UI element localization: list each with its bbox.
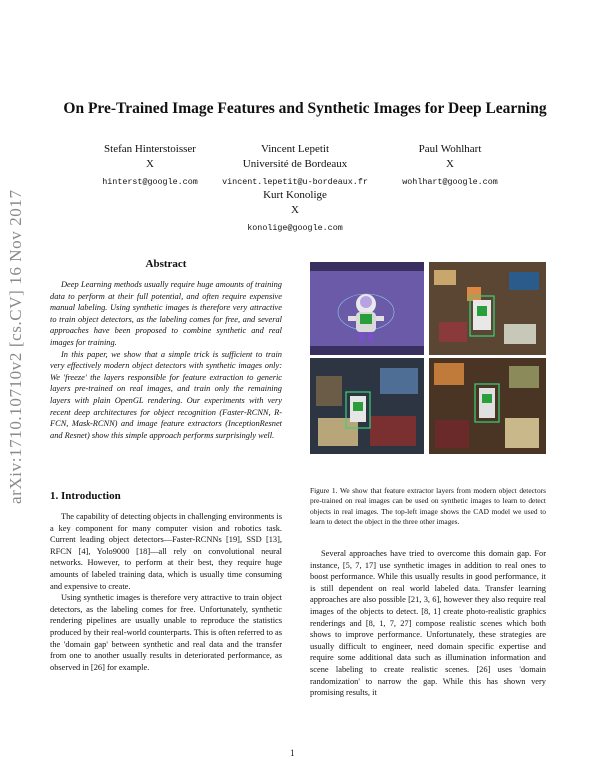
page-number: 1 xyxy=(290,748,295,758)
figure-1 xyxy=(310,262,546,477)
detection-panel-bottom-right xyxy=(429,358,546,454)
cad-render-panel xyxy=(310,262,424,355)
author-name: Kurt Konolige xyxy=(263,189,327,201)
real-scene-image xyxy=(429,262,546,355)
section-heading: 1. Introduction xyxy=(50,490,121,502)
author-affiliation: X xyxy=(291,204,299,216)
author-2 xyxy=(210,142,380,190)
author-email: vincent.lepetit@u-bordeaux.fr xyxy=(222,177,368,187)
real-scene-image xyxy=(310,358,424,454)
abstract-heading: Abstract xyxy=(145,258,187,270)
author-4 xyxy=(220,188,370,236)
author-email: konolige@google.com xyxy=(247,223,343,233)
author-name: Vincent Lepetit xyxy=(260,143,330,155)
abstract-paragraph: Deep Learning methods usually require huge amounts of training data to perform at their full potential, and often require expensive manual labeling. Using synthetic images is therefore very attractive to train object detectors, as the labeling comes for free, and several approaches have been proposed to combine synthetic and real images for training. xyxy=(50,280,282,347)
figure-caption: Figure 1. We show that feature extractor layers from modern object detectors pre-trained on real images can be used on synthetic images to learn to detect objects in real images. The top-left image shows the CAD model we used to learn to detect the object in the three other images. xyxy=(310,486,546,527)
author-name: Stefan Hinterstoisser xyxy=(104,143,196,155)
detection-panel-top-right xyxy=(429,262,546,355)
paper-title: On Pre-Trained Image Features and Synthetic Images for Deep Learning xyxy=(63,100,547,117)
arxiv-stamp: arXiv:1710.10710v2 [cs.CV] 16 Nov 2017 xyxy=(6,189,25,504)
abstract-paragraph: In this paper, we show that a simple trick is sufficient to train very effectively modern object detectors with synthetic images only: We 'freeze' the layers responsible for feature extraction to generic layers pre-trained on real images, and train only the remaining layers with plain OpenGL rendering. Our experiments with very recent deep architectures for object recognition (Faster-RCNN, R-FCN, Mask-RCNN) and image feature extractors (InceptionResnet and Resnet) show this simple approach performs surprisingly well. xyxy=(50,349,282,440)
author-email: wohlhart@google.com xyxy=(402,177,498,187)
author-email: hinterst@google.com xyxy=(102,177,198,187)
detection-panel-bottom-left xyxy=(310,358,424,454)
cad-model-image xyxy=(310,262,424,355)
author-1 xyxy=(70,142,230,190)
author-3 xyxy=(380,142,520,190)
intro-paragraph: Using synthetic images is therefore very attractive to train object detectors, as the labeling comes for free. Unfortunately, synthetic rendering pipelines are usually unable to reproduce the statistics produced by their real-world counterparts. This is often referred to as the 'domain gap' between synthetic and real data and the transfer from one to another usually results in deteriorated performance, as observed in [26] for example. xyxy=(50,593,282,672)
author-name: Paul Wohlhart xyxy=(418,143,482,155)
real-scene-image xyxy=(429,358,546,454)
intro-paragraph: The capability of detecting objects in challenging environments is a key component for many computer vision and robotics task. Current leading object detectors—Faster-RCNNs [19], SSD [13], RFCN [4], Yolo9000 [18]—all rely on convolutional neural networks. However, to perform at their best, they require huge amounts of labeled training data, which is usually time consuming and expensive to create. xyxy=(50,512,282,591)
right-column-body xyxy=(310,548,546,699)
author-affiliation: Université de Bordeaux xyxy=(242,158,348,170)
author-affiliation: X xyxy=(146,158,154,170)
intro-body xyxy=(50,511,282,673)
body-paragraph: Several approaches have tried to overcome this domain gap. For instance, [5, 7, 17] use synthetic images in addition to real ones to boost performance. While this usually results in good performance, it is still dependent on real world labeled data. Transfer learning approaches are also possible [21, 3, 6], however they also require real images of the objects to detect. [8, 1] create photo-realistic graphics renderings and [8, 1, 7, 27] compose realistic scenes which both shows to improve performance. Unfortunately, these strategies are usually difficult to engineer, need domain specific expertise and require some additional data such as illumination information and scene labeling to create realistic scenes. [26] uses 'domain randomization' to narrow the gap. While this has shown very promising results, it xyxy=(310,549,546,698)
abstract-body xyxy=(50,279,282,441)
author-affiliation: X xyxy=(446,158,454,170)
